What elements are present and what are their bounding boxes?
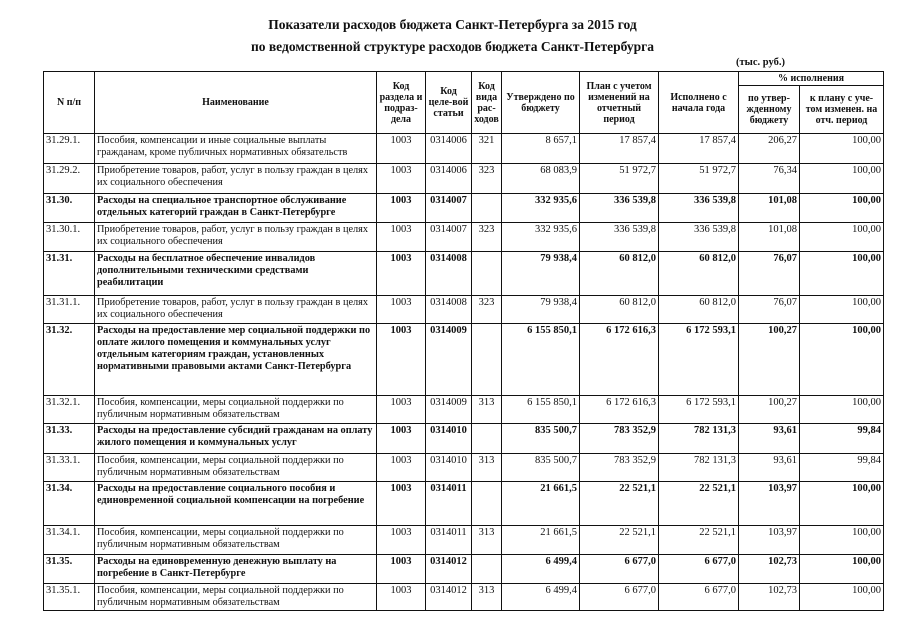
header-target: Код целе-вой статьи bbox=[426, 72, 472, 134]
row-name: Пособия, компенсации, меры социальной поддержки по публичным нормативным обязательствам bbox=[95, 396, 377, 424]
row-approved: 79 938,4 bbox=[502, 252, 580, 296]
title-line-1: Показатели расходов бюджета Санкт-Петербурга за 2015 год bbox=[268, 17, 637, 32]
row-exp-code bbox=[472, 555, 502, 584]
row-section-code: 1003 bbox=[377, 526, 426, 555]
row-executed: 336 539,8 bbox=[659, 223, 739, 252]
row-target-code: 0314011 bbox=[426, 482, 472, 526]
row-num: 31.29.2. bbox=[44, 164, 95, 194]
row-num: 31.33.1. bbox=[44, 454, 95, 482]
row-executed: 22 521,1 bbox=[659, 526, 739, 555]
row-target-code: 0314012 bbox=[426, 584, 472, 611]
row-plan: 60 812,0 bbox=[580, 296, 659, 324]
table-row-subtotal bbox=[44, 252, 884, 296]
row-pct-plan: 100,00 bbox=[800, 296, 884, 324]
row-target-code: 0314006 bbox=[426, 134, 472, 164]
header-exp-type: Код вида рас-ходов bbox=[472, 72, 502, 134]
row-approved: 835 500,7 bbox=[502, 424, 580, 454]
row-approved: 6 155 850,1 bbox=[502, 396, 580, 424]
row-section-code: 1003 bbox=[377, 396, 426, 424]
row-section-code: 1003 bbox=[377, 164, 426, 194]
row-exp-code: 313 bbox=[472, 584, 502, 611]
row-approved: 79 938,4 bbox=[502, 296, 580, 324]
row-executed: 17 857,4 bbox=[659, 134, 739, 164]
row-num: 31.34. bbox=[44, 482, 95, 526]
row-num: 31.35. bbox=[44, 555, 95, 584]
row-executed: 51 972,7 bbox=[659, 164, 739, 194]
row-approved: 6 155 850,1 bbox=[502, 324, 580, 396]
row-pct-plan: 100,00 bbox=[800, 396, 884, 424]
row-executed: 60 812,0 bbox=[659, 296, 739, 324]
row-plan: 6 677,0 bbox=[580, 555, 659, 584]
row-pct-plan: 99,84 bbox=[800, 424, 884, 454]
row-num: 31.29.1. bbox=[44, 134, 95, 164]
row-num: 31.31. bbox=[44, 252, 95, 296]
header-section: Код раздела и подраз-дела bbox=[377, 72, 426, 134]
row-pct-approved: 100,27 bbox=[739, 324, 800, 396]
row-plan: 17 857,4 bbox=[580, 134, 659, 164]
table-row bbox=[44, 296, 884, 324]
row-plan: 6 172 616,3 bbox=[580, 396, 659, 424]
row-plan: 6 172 616,3 bbox=[580, 324, 659, 396]
row-target-code: 0314009 bbox=[426, 396, 472, 424]
row-target-code: 0314009 bbox=[426, 324, 472, 396]
row-approved: 21 661,5 bbox=[502, 526, 580, 555]
title-line-2: по ведомственной структуре расходов бюджета Санкт-Петербурга bbox=[250, 39, 655, 54]
row-plan: 22 521,1 bbox=[580, 482, 659, 526]
row-name: Пособия, компенсации, меры социальной поддержки по публичным нормативным обязательствам bbox=[95, 526, 377, 555]
row-target-code: 0314008 bbox=[426, 252, 472, 296]
row-section-code: 1003 bbox=[377, 555, 426, 584]
table-row-subtotal bbox=[44, 324, 884, 396]
row-plan: 336 539,8 bbox=[580, 223, 659, 252]
row-executed: 782 131,3 bbox=[659, 424, 739, 454]
row-num: 31.30.1. bbox=[44, 223, 95, 252]
row-section-code: 1003 bbox=[377, 134, 426, 164]
header-num: N п/п bbox=[44, 72, 95, 134]
row-pct-plan: 100,00 bbox=[800, 526, 884, 555]
row-pct-approved: 100,27 bbox=[739, 396, 800, 424]
units-note: (тыс. руб.) bbox=[736, 57, 785, 68]
row-pct-approved: 76,34 bbox=[739, 164, 800, 194]
header-pct-plan: к плану с уче-том изменен. на отч. период bbox=[800, 86, 884, 134]
row-pct-plan: 100,00 bbox=[800, 134, 884, 164]
row-target-code: 0314011 bbox=[426, 526, 472, 555]
row-approved: 332 935,6 bbox=[502, 194, 580, 223]
row-section-code: 1003 bbox=[377, 194, 426, 223]
row-section-code: 1003 bbox=[377, 482, 426, 526]
row-exp-code bbox=[472, 252, 502, 296]
table-row bbox=[44, 584, 884, 611]
row-name: Расходы на бесплатное обеспечение инвалидов дополнительными техническими средствами реабилитации bbox=[95, 252, 377, 296]
row-pct-approved: 103,97 bbox=[739, 482, 800, 526]
row-exp-code: 323 bbox=[472, 223, 502, 252]
row-exp-code: 321 bbox=[472, 134, 502, 164]
row-executed: 6 677,0 bbox=[659, 584, 739, 611]
row-num: 31.34.1. bbox=[44, 526, 95, 555]
row-num: 31.33. bbox=[44, 424, 95, 454]
row-name: Приобретение товаров, работ, услуг в пользу граждан в целях их социального обеспечения bbox=[95, 164, 377, 194]
table-row-subtotal bbox=[44, 482, 884, 526]
row-name: Пособия, компенсации и иные социальные выплаты гражданам, кроме публичных нормативных обязательств bbox=[95, 134, 377, 164]
header-executed: Исполнено с начала года bbox=[659, 72, 739, 134]
row-name: Расходы на специальное транспортное обслуживание отдельных категорий граждан в Санкт-Петербурге bbox=[95, 194, 377, 223]
row-plan: 783 352,9 bbox=[580, 424, 659, 454]
row-num: 31.30. bbox=[44, 194, 95, 223]
row-section-code: 1003 bbox=[377, 584, 426, 611]
table-row-subtotal bbox=[44, 555, 884, 584]
row-executed: 6 172 593,1 bbox=[659, 396, 739, 424]
row-executed: 22 521,1 bbox=[659, 482, 739, 526]
row-approved: 21 661,5 bbox=[502, 482, 580, 526]
row-section-code: 1003 bbox=[377, 324, 426, 396]
row-section-code: 1003 bbox=[377, 296, 426, 324]
row-plan: 60 812,0 bbox=[580, 252, 659, 296]
header-plan: План с учетом изменений на отчетный период bbox=[580, 72, 659, 134]
row-exp-code: 313 bbox=[472, 526, 502, 555]
row-target-code: 0314007 bbox=[426, 223, 472, 252]
row-target-code: 0314010 bbox=[426, 454, 472, 482]
row-pct-plan: 100,00 bbox=[800, 223, 884, 252]
row-section-code: 1003 bbox=[377, 252, 426, 296]
row-exp-code bbox=[472, 482, 502, 526]
row-num: 31.32.1. bbox=[44, 396, 95, 424]
table-body bbox=[44, 134, 884, 611]
row-name: Пособия, компенсации, меры социальной поддержки по публичным нормативным обязательствам bbox=[95, 454, 377, 482]
row-num: 31.35.1. bbox=[44, 584, 95, 611]
row-plan: 51 972,7 bbox=[580, 164, 659, 194]
row-pct-approved: 76,07 bbox=[739, 296, 800, 324]
row-pct-approved: 102,73 bbox=[739, 584, 800, 611]
row-name: Пособия, компенсации, меры социальной поддержки по публичным нормативным обязательствам bbox=[95, 584, 377, 611]
row-target-code: 0314006 bbox=[426, 164, 472, 194]
row-pct-plan: 100,00 bbox=[800, 164, 884, 194]
row-plan: 336 539,8 bbox=[580, 194, 659, 223]
row-section-code: 1003 bbox=[377, 223, 426, 252]
row-pct-approved: 206,27 bbox=[739, 134, 800, 164]
header-approved: Утверждено по бюджету bbox=[502, 72, 580, 134]
row-target-code: 0314012 bbox=[426, 555, 472, 584]
header-name: Наименование bbox=[95, 72, 377, 134]
row-approved: 835 500,7 bbox=[502, 454, 580, 482]
row-exp-code bbox=[472, 424, 502, 454]
row-name: Приобретение товаров, работ, услуг в пользу граждан в целях их социального обеспечения bbox=[95, 296, 377, 324]
row-name: Расходы на предоставление социального пособия и единовременной социальной компенсации на погребение bbox=[95, 482, 377, 526]
table-row-subtotal bbox=[44, 194, 884, 223]
row-executed: 6 172 593,1 bbox=[659, 324, 739, 396]
row-pct-approved: 93,61 bbox=[739, 454, 800, 482]
row-pct-plan: 100,00 bbox=[800, 482, 884, 526]
table-row bbox=[44, 454, 884, 482]
row-pct-approved: 101,08 bbox=[739, 194, 800, 223]
row-name: Расходы на единовременную денежную выплату на погребение в Санкт-Петербурге bbox=[95, 555, 377, 584]
table-row-subtotal bbox=[44, 424, 884, 454]
row-num: 31.32. bbox=[44, 324, 95, 396]
row-executed: 6 677,0 bbox=[659, 555, 739, 584]
row-pct-plan: 100,00 bbox=[800, 324, 884, 396]
header-pct-group: % исполнения bbox=[739, 72, 884, 86]
row-approved: 8 657,1 bbox=[502, 134, 580, 164]
row-name: Расходы на предоставление субсидий гражданам на оплату жилого помещения и коммунальных услуг bbox=[95, 424, 377, 454]
row-pct-plan: 100,00 bbox=[800, 584, 884, 611]
row-name: Расходы на предоставление мер социальной поддержки по оплате жилого помещения и коммунальных услуг отдельным категориям граждан, установленных нормативными правовыми актами Санкт-Петербурга bbox=[95, 324, 377, 396]
table-row bbox=[44, 396, 884, 424]
row-plan: 783 352,9 bbox=[580, 454, 659, 482]
table-row bbox=[44, 223, 884, 252]
row-pct-approved: 103,97 bbox=[739, 526, 800, 555]
row-exp-code: 313 bbox=[472, 396, 502, 424]
row-exp-code: 323 bbox=[472, 296, 502, 324]
row-plan: 22 521,1 bbox=[580, 526, 659, 555]
row-target-code: 0314007 bbox=[426, 194, 472, 223]
header-pct-approved: по утвер-жденному бюджету bbox=[739, 86, 800, 134]
row-exp-code bbox=[472, 194, 502, 223]
row-pct-approved: 93,61 bbox=[739, 424, 800, 454]
row-approved: 332 935,6 bbox=[502, 223, 580, 252]
table-row bbox=[44, 526, 884, 555]
row-plan: 6 677,0 bbox=[580, 584, 659, 611]
row-pct-plan: 99,84 bbox=[800, 454, 884, 482]
row-target-code: 0314010 bbox=[426, 424, 472, 454]
row-pct-approved: 102,73 bbox=[739, 555, 800, 584]
row-approved: 6 499,4 bbox=[502, 584, 580, 611]
table-row bbox=[44, 164, 884, 194]
row-pct-plan: 100,00 bbox=[800, 194, 884, 223]
row-section-code: 1003 bbox=[377, 454, 426, 482]
row-pct-approved: 76,07 bbox=[739, 252, 800, 296]
row-pct-plan: 100,00 bbox=[800, 555, 884, 584]
row-pct-approved: 101,08 bbox=[739, 223, 800, 252]
row-executed: 336 539,8 bbox=[659, 194, 739, 223]
row-section-code: 1003 bbox=[377, 424, 426, 454]
row-exp-code: 323 bbox=[472, 164, 502, 194]
row-approved: 6 499,4 bbox=[502, 555, 580, 584]
row-target-code: 0314008 bbox=[426, 296, 472, 324]
table-row bbox=[44, 134, 884, 164]
row-pct-plan: 100,00 bbox=[800, 252, 884, 296]
row-name: Приобретение товаров, работ, услуг в пользу граждан в целях их социального обеспечения bbox=[95, 223, 377, 252]
row-executed: 782 131,3 bbox=[659, 454, 739, 482]
budget-table bbox=[43, 71, 884, 611]
row-exp-code bbox=[472, 324, 502, 396]
row-executed: 60 812,0 bbox=[659, 252, 739, 296]
row-exp-code: 313 bbox=[472, 454, 502, 482]
row-approved: 68 083,9 bbox=[502, 164, 580, 194]
row-num: 31.31.1. bbox=[44, 296, 95, 324]
